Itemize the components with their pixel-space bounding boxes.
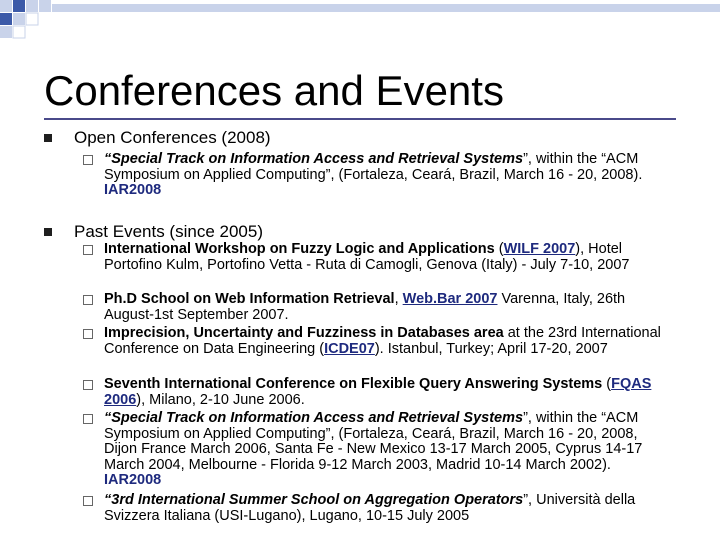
event-text: ( [494, 241, 504, 257]
list-item [83, 242, 663, 273]
checkbox-bullet-icon [83, 496, 93, 506]
event-link[interactable]: ICDE07 [324, 340, 375, 357]
list-item [83, 152, 663, 199]
checkbox-bullet-icon [83, 329, 93, 339]
quote-mark: “ [104, 151, 112, 167]
checkbox-bullet-icon [83, 245, 93, 255]
square-bullet-icon [44, 134, 52, 142]
event-title: Special Track on Information Access and Retrieval Systems [111, 410, 524, 426]
event-link[interactable]: WILF 2007 [503, 241, 576, 257]
event-text: , [394, 291, 403, 307]
slide-title: Conferences and Events [44, 67, 504, 114]
event-title: Seventh International Conference on Flexible Query Answering Systems [104, 376, 603, 392]
event-details: ), Milano, 2-10 June 2006. [136, 391, 305, 408]
quote-mark: “ [104, 492, 112, 508]
event-title: International Workshop on Fuzzy Logic and Applications [104, 241, 495, 257]
event-details: ”, Università della Svizzera Italiana (USI-Lugano), Lugano, 10-15 July 2005 [104, 492, 636, 524]
corner-decoration [0, 0, 720, 40]
list-item [83, 493, 663, 524]
section-heading: Open Conferences (2008) [74, 128, 271, 147]
list-item [83, 377, 663, 408]
event-text: at the 23rd International Conference on Data Engineering ( [104, 325, 661, 357]
list-item [83, 292, 663, 323]
event-title: Ph.D School on Web Information Retrieval [104, 291, 395, 307]
list-item [83, 326, 663, 357]
section-heading: Past Events (since 2005) [74, 222, 263, 241]
checkbox-bullet-icon [83, 414, 93, 424]
event-link[interactable]: IAR2008 [104, 472, 162, 489]
event-details: ”, within the “ACM Symposium on Applied Computing”, (Fortaleza, Ceará, Brazil, March 16 - 20, 2008, Dijon France March 2006, Santa Fe - New Mexico 13-17 March 2005, Cyprus 14-17 March 2004, Melbourne - Florida 9-12 March 2003, Madrid 10-14 March 2002). [104, 410, 643, 473]
checkbox-bullet-icon [83, 295, 93, 305]
event-text: ( [602, 376, 612, 392]
event-details: Varenna, Italy, 26th August-1st September 2007. [104, 291, 626, 323]
event-details: ”, within the “ACM Symposium on Applied Computing”, (Fortaleza, Ceará, Brazil, March 16 - 20, 2008). [104, 151, 643, 183]
event-title: 3rd International Summer School on Aggregation Operators [111, 492, 524, 508]
checkbox-bullet-icon [83, 380, 93, 390]
event-link[interactable]: Web.Bar 2007 [402, 291, 498, 307]
title-divider [44, 118, 676, 120]
event-link[interactable]: IAR2008 [104, 182, 162, 199]
checkbox-bullet-icon [83, 155, 93, 165]
event-title: Imprecision, Uncertainty and Fuzziness in Databases area [104, 325, 504, 341]
square-bullet-icon [44, 228, 52, 236]
quote-mark: “ [104, 410, 112, 426]
event-link[interactable]: FQAS 2006 [104, 376, 652, 408]
event-title: Special Track on Information Access and Retrieval Systems [111, 151, 524, 167]
event-details: ). Istanbul, Turkey; April 17-20, 2007 [374, 340, 608, 357]
event-details: ), Hotel Portofino Kulm, Portofino Vetta - Ruta di Camogli, Genova (Italy) - July 7-10, 2007 [104, 241, 630, 273]
list-item [83, 411, 663, 489]
